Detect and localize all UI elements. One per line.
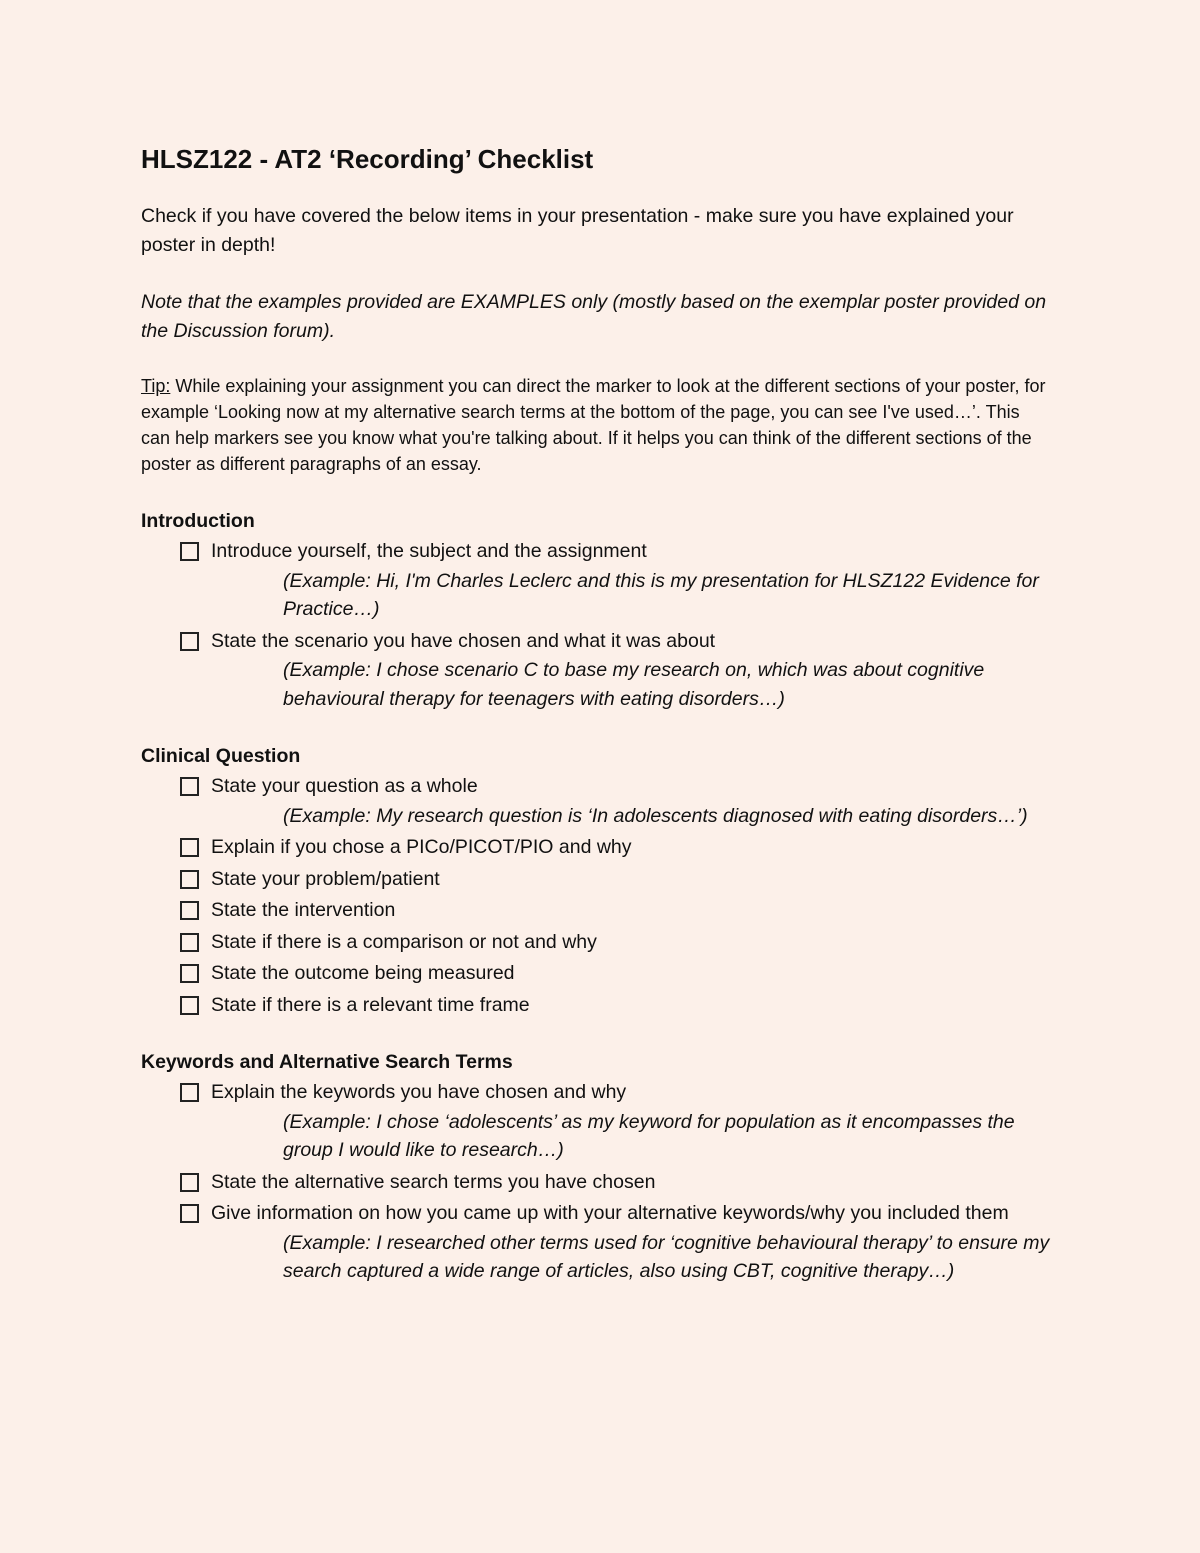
section-heading: Keywords and Alternative Search Terms <box>141 1051 513 1073</box>
checklist-item <box>141 1199 1070 1286</box>
intro-paragraph: Check if you have covered the below items in your presentation - make sure you have explained your poster in depth! <box>141 205 1014 256</box>
checklist-item <box>141 772 1070 830</box>
item-label: Give information on how you came up with your alternative keywords/why you included them <box>211 1202 1009 1224</box>
checklist-item <box>141 537 1070 624</box>
item-label: State your question as a whole <box>211 775 478 797</box>
section-introduction <box>141 507 1070 713</box>
checklist-item <box>141 1168 1070 1197</box>
checkbox[interactable] <box>180 542 199 561</box>
item-label: State if there is a relevant time frame <box>211 993 530 1016</box>
checkbox[interactable] <box>180 933 199 952</box>
checklist-item <box>141 627 1070 714</box>
checkbox[interactable] <box>180 964 199 983</box>
tip-paragraph <box>141 373 1051 477</box>
checkbox[interactable] <box>180 996 199 1015</box>
item-label: State the scenario you have chosen and what it was about <box>211 629 716 652</box>
examples-note: Note that the examples provided are EXAMPLES only (mostly based on the exemplar poster provided on the Discussion forum). <box>141 291 1047 342</box>
item-label: Introduce yourself, the subject and the assignment <box>211 540 647 562</box>
checklist-item <box>141 833 1070 862</box>
item-label: State the intervention <box>211 899 396 921</box>
checklist <box>141 1078 1070 1286</box>
section-clinical-question <box>141 742 1070 1019</box>
item-label: Explain the keywords you have chosen and why <box>211 1081 627 1103</box>
checklist-item <box>141 991 1070 1020</box>
checklist <box>141 537 1070 713</box>
checkbox[interactable] <box>180 1204 199 1223</box>
checkbox[interactable] <box>180 1083 199 1102</box>
checklist <box>141 772 1070 1019</box>
item-label: State the outcome being measured <box>211 962 515 984</box>
checkbox[interactable] <box>180 1173 199 1192</box>
item-example: (Example: My research question is ‘In adolescents diagnosed with eating disorders…’) <box>283 804 1028 827</box>
item-example: (Example: I chose scenario C to base my research on, which was about cognitive behavioural therapy for teenagers with eating disorders…) <box>283 659 985 710</box>
checkbox[interactable] <box>180 632 199 651</box>
section-keywords <box>141 1048 1070 1286</box>
tip-text: While explaining your assignment you can direct the marker to look at the different sections of your poster, for example ‘Looking now at my alternative search terms at the bottom of the page, you can see I've used…’. This can help markers see you know what you're talking about. If it helps you can think of the different sections of the poster as different paragraphs of an essay. <box>141 376 1046 474</box>
checkbox[interactable] <box>180 901 199 920</box>
checkbox[interactable] <box>180 838 199 857</box>
item-label: State your problem/patient <box>211 867 440 890</box>
item-example: (Example: Hi, I'm Charles Leclerc and this is my presentation for HLSZ122 Evidence for Practice…) <box>283 569 1039 620</box>
checkbox[interactable] <box>180 870 199 889</box>
section-heading: Introduction <box>141 510 255 532</box>
checklist-item <box>141 959 1070 988</box>
checklist-item <box>141 1078 1070 1165</box>
section-heading: Clinical Question <box>141 745 301 767</box>
item-example: (Example: I chose ‘adolescents’ as my keyword for population as it encompasses the group I would like to research…) <box>283 1110 1015 1161</box>
checklist-item <box>141 928 1070 957</box>
checklist-item <box>141 896 1070 925</box>
item-example: (Example: I researched other terms used for ‘cognitive behavioural therapy’ to ensure my search captured a wide range of articles, also using CBT, cognitive therapy…) <box>283 1231 1050 1282</box>
item-label: State the alternative search terms you have chosen <box>211 1170 656 1193</box>
item-label: Explain if you chose a PICo/PICOT/PIO and why <box>211 836 632 858</box>
checklist-item <box>141 865 1070 894</box>
tip-label: Tip: <box>141 376 171 396</box>
page-title: HLSZ122 - AT2 ‘Recording’ Checklist <box>141 144 594 174</box>
item-label: State if there is a comparison or not and why <box>211 930 597 953</box>
checkbox[interactable] <box>180 777 199 796</box>
